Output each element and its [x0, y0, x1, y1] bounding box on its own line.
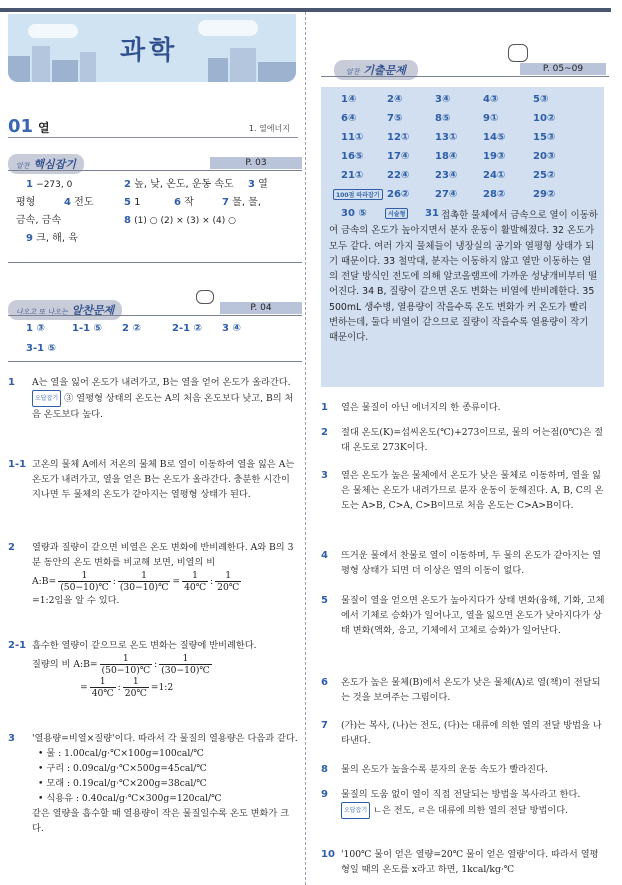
section-name: 열: [38, 121, 50, 135]
explanation-1: 1 A는 열을 잃어 온도가 내려가고, B는 열을 얻어 온도가 올라간다. 오답잡기 ③ 열평형 상태의 온도는 A의 처음 온도보다 낮고, B의 처음 온도보다 높다.: [8, 377, 294, 420]
core-page: P. 03: [210, 157, 302, 169]
basic-pill: 나오고 또 나오는 알찬문제: [8, 300, 122, 320]
explanation-2-1: 2-1 흡수한 열량이 같으므로 온도 변화는 질량에 반비례한다. 질량의 비 A:B= $\frac{1}{(50-10)℃}$ : $\frac{1}{(30-10)℃}$ = $\frac{1}{40℃}$ : $\frac{1}{20℃}$ =1:2: [8, 640, 257, 699]
explanation-1-1: 1-1 고온의 물체 A에서 저온의 물체 B로 열이 이동하여 열을 잃은 A는 온도가 내려가고, 열을 얻은 B는 온도가 올라간다. 충분한 시간이 지나면 두 물체의 온도가 같아지는 열평형 상태가 된다.: [8, 459, 295, 500]
left-column: [0, 0, 303, 885]
explanation-2: 2 열량과 질량이 같으면 비열은 온도 변화에 반비례한다. A와 B의 3분 동안의 온도 변화를 비교해 보면, 비열의 비 A:B= $\frac{1}{(50-10)℃}$ : $\frac{1}{(30-10)℃}$ = $\frac{1}{40℃}$ : $\frac{1}{20℃}$ =1:2임을 알 수 있다.: [8, 542, 294, 606]
section-number: 01: [8, 116, 34, 137]
tag-essay: 서술형: [385, 208, 408, 219]
basic-answers: 1 ③ 1-1 ⑤ 2 ② 2-1 ② 3 ④ 3-1 ⑤: [26, 323, 241, 354]
past-pill: 알찬 기출문제: [334, 60, 418, 80]
past-answer-box: 1④ 2④ 3④ 4③ 5③ 6④ 7⑤ 8⑤ 9① 10② 11① 12① 13① 14⑤ 15③ 16⑤ 17④ 18④ 19③ 20③ 21① 22④ 23④ 24① 25② 100점 따라잡기 26② 27④ 28② 29② 30 ⑤ 서술형 31 접촉한 물체에서 금속으로 열이 이동하여 금속의 온도가 높아지면서 분자 운동이 활발해졌다. 32 온도가 모두 같다. 여러 가지 물체들이 냉장실의 공기와 열평형 상태가 되기 때문이다. 33 철막대, 분자는 이동하지 않고 열만 이동하는 열의 전달 방식인 전도에 의해 알코올램프에 가까운 성냥개비부터 떨어진다. 34 B, 질량이 같으면 온도 변화는 비열에 반비례한다. 35 500mL 생수병, 열용량이 작을수록 온도 변화가 커 온도가 빨리 변하는데, 둘다 비열이 같으므로 질량이 작을수록 열용량이 작기 때문이다.: [321, 87, 604, 387]
column-divider: [305, 12, 306, 885]
explanation-3: 3 '열용량=비열×질량'이다. 따라서 각 물질의 열용량은 다음과 같다. • 물 : 1.00cal/g·℃×100g=100cal/℃ • 구리 : 0.09cal/g·℃×500g=45cal/℃ • 모래 : 0.19cal/g·℃×200g=38cal/℃ • 식용유 : 0.40cal/g·℃×300g=120cal/℃ 같은 열량을 흡수할 때 열용량이 작은 물질일수록 온도 변화가 크다.: [8, 733, 298, 834]
past-page: P. 05~09: [520, 63, 606, 75]
section-header: [8, 116, 298, 138]
tag-100: 100점 따라잡기: [333, 189, 383, 200]
section-unit: 1. 열에너지: [248, 124, 290, 133]
core-pill: 알찬 핵심잡기: [8, 154, 84, 174]
subject-banner: [8, 14, 296, 82]
past-explanation: 접촉한 물체에서 금속으로 열이 이동하여 금속의 온도가 높아지면서 분자 운동이 활발해졌다. 32 온도가 모두 같다. 여러 가지 물체들이 냉장실의 공기와 열평형 상태가 되기 때문이다. 33 철막대, 분자는 이동하지 않고 열만 이동하는 열의 전달 방식인 전도에 의해 알코올램프에 가까운 성냥개비부터 떨어진다. 34 B, 질량이 같으면 온도 변화는 비열에 반비례한다. 35 500mL 생수병, 열용량이 작을수록 온도 변화가 커 온도가 빨리 변하는데, 둘다 비열이 같으므로 질량이 작을수록 열용량이 작기 때문이다.: [329, 210, 598, 344]
core-answers: 1 −273, 0 2 높, 낮, 온도, 운동 속도 3 열 평형 4 전도 5 1 6 작 7 물, 물, 금속, 금속 8 (1) ○ (2) × (3) × (4) ○ 9 크, 해, 육: [16, 179, 268, 244]
basic-page: P. 04: [220, 302, 302, 314]
dog-illustration-2: [508, 44, 528, 62]
subject-title: 과학: [120, 36, 179, 66]
dog-illustration: [196, 290, 214, 304]
